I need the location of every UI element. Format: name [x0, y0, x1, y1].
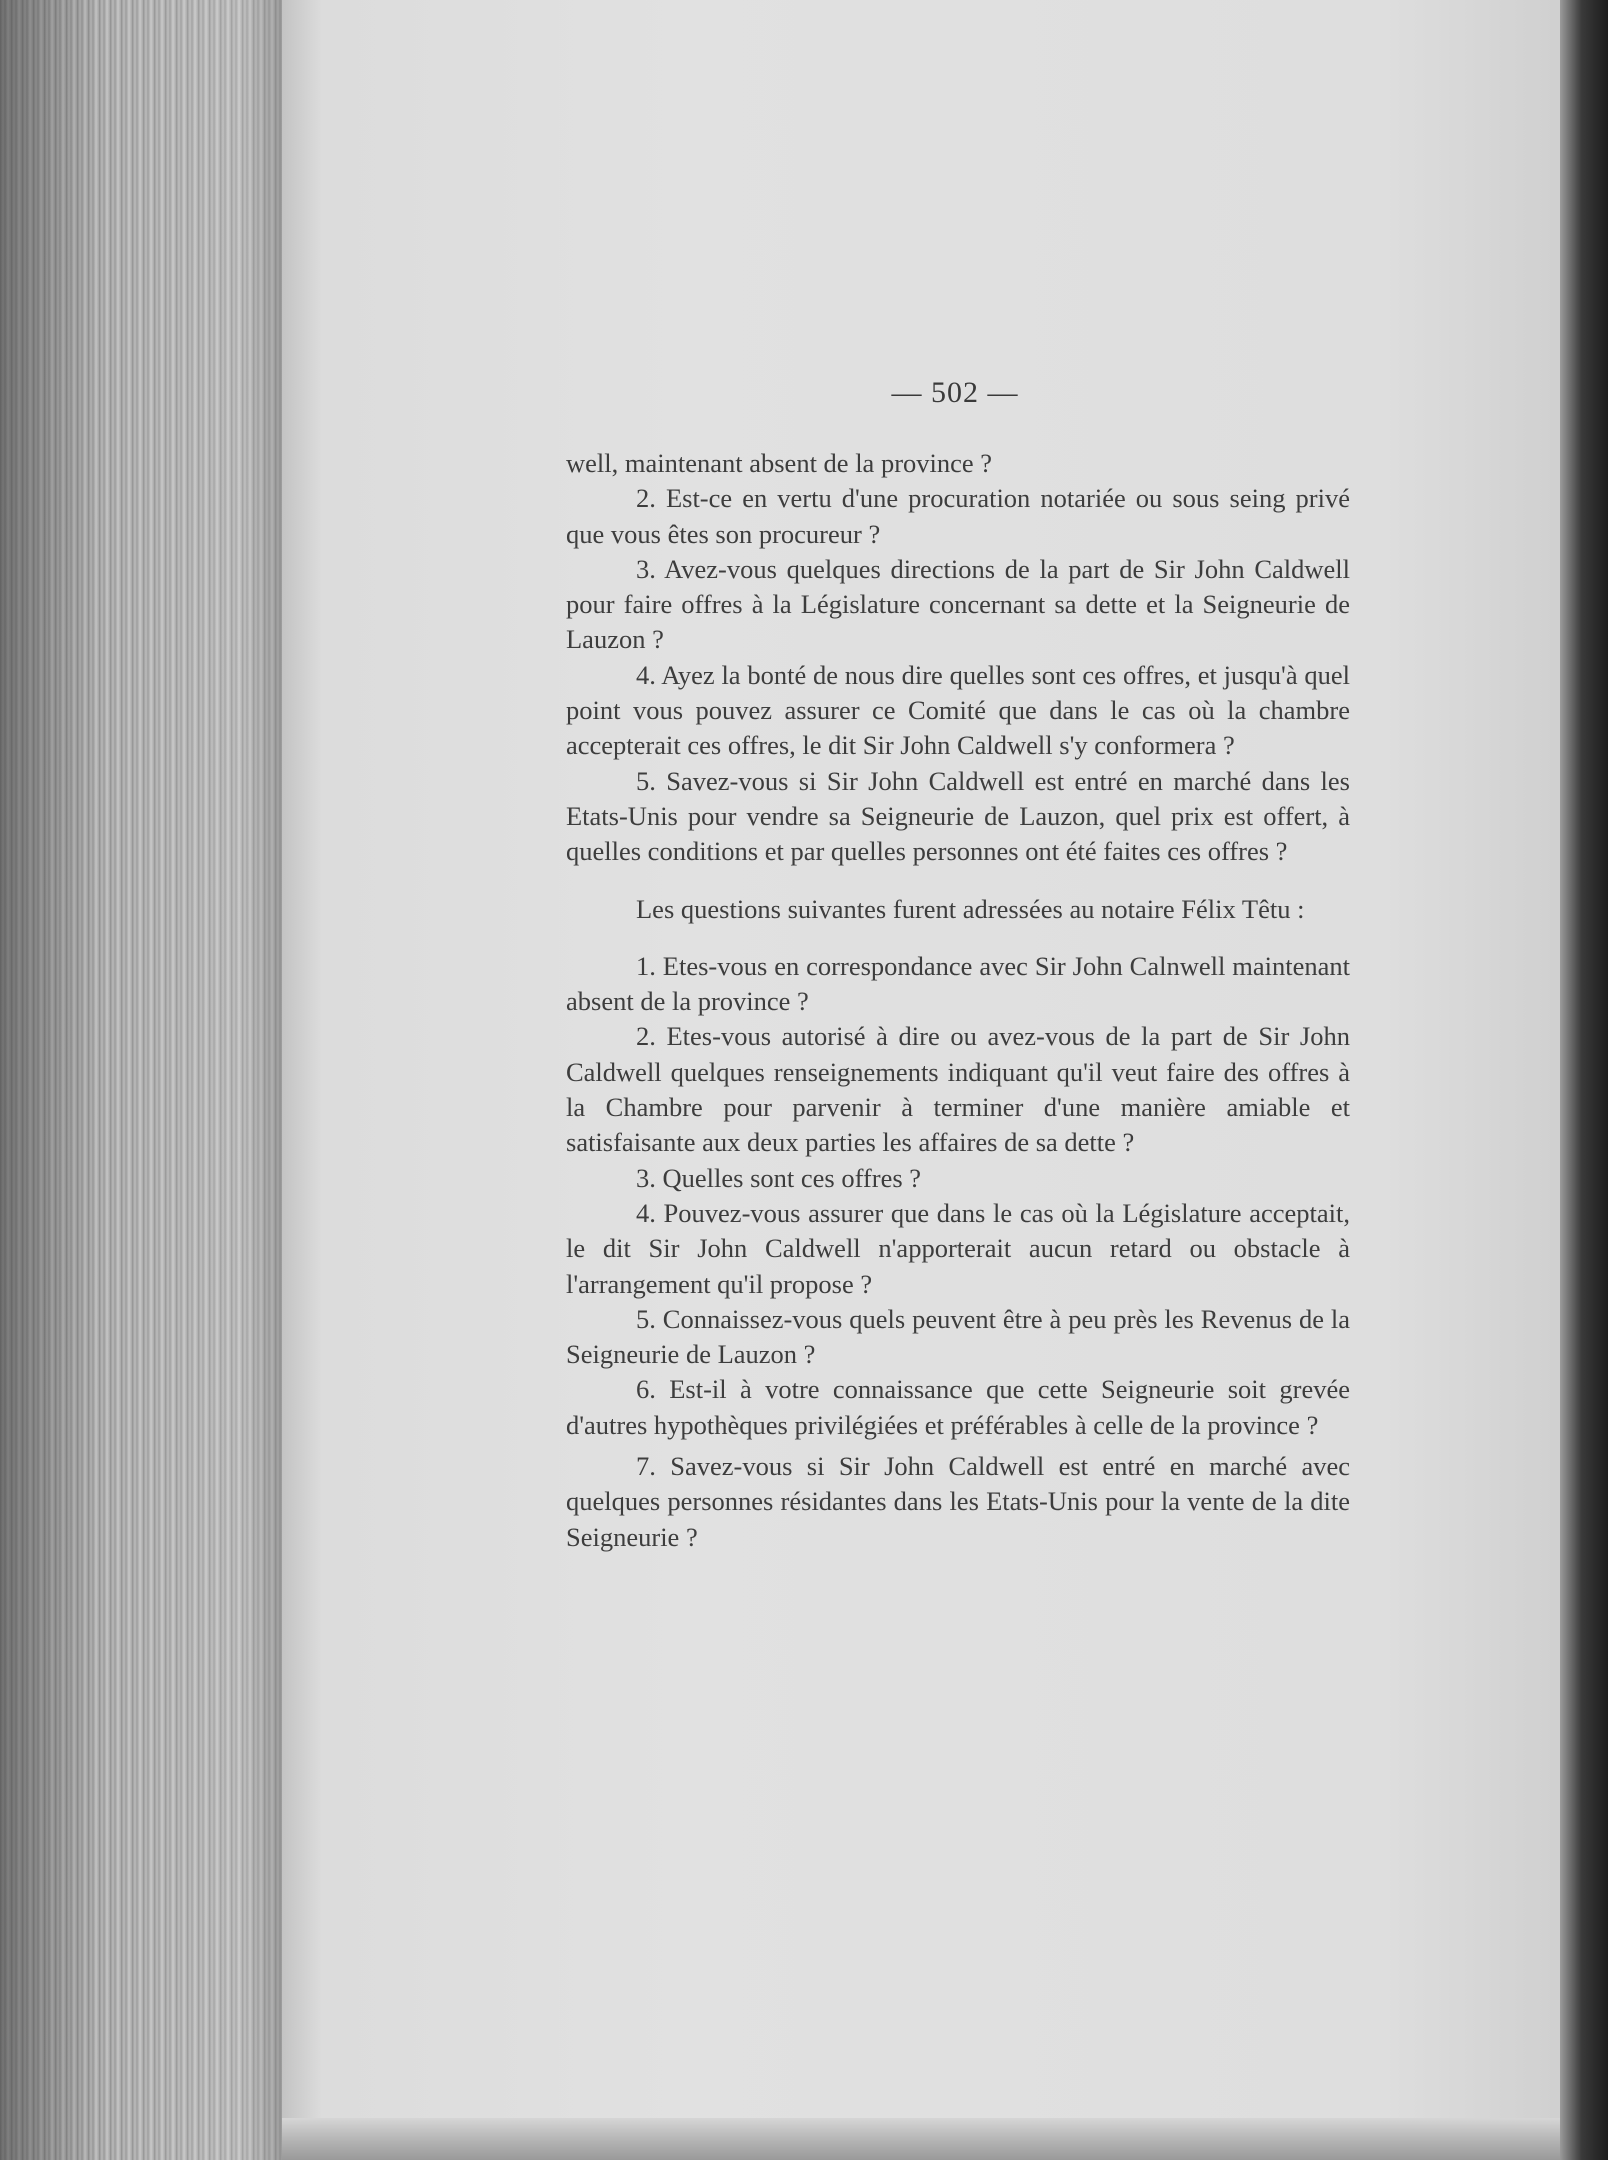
binding-shadow — [1560, 0, 1608, 2160]
notary-question-4: 4. Pouvez-vous assurer que dans le cas où la Législature acceptait, le dit Sir John Caldwell n'apporterait aucun retard ou obstacle à l'arrangement qu'il propose ? — [566, 1197, 1350, 1299]
question-5: 5. Savez-vous si Sir John Caldwell est entré en marché dans les Etats-Unis pour vendre sa Seigneurie de Lauzon, quel prix est offert, à quelles conditions et par quelles personnes ont été faites ces offres ? — [566, 765, 1350, 867]
book-page-edges — [0, 0, 285, 2160]
notary-question-5: 5. Connaissez-vous quels peuvent être à peu près les Revenus de la Seigneurie de Lauzon ? — [566, 1303, 1350, 1370]
page-number: — 502 — — [891, 376, 1019, 409]
notary-question-7: 7. Savez-vous si Sir John Caldwell est entré en marché avec quelques personnes résidantes dans les Etats-Unis pour la vente de la dite Seigneurie ? — [566, 1451, 1350, 1552]
question-3: 3. Avez-vous quelques directions de la part de Sir John Caldwell pour faire offres à la Législature concernant sa dette et la Seigneurie de Lauzon ? — [566, 553, 1350, 655]
notary-question-6: 6. Est-il à votre connaissance que cette Seigneurie soit grevée d'autres hypothèques privilégiées et préférables à celle de la province ? — [566, 1374, 1350, 1440]
notary-question-3: 3. Quelles sont ces offres ? — [636, 1162, 922, 1193]
question-4: 4. Ayez la bonté de nous dire quelles sont ces offres, et jusqu'à quel point vous pouvez assurer ce Comité que dans le cas où la chambre accepterait ces offres, le dit Sir John Caldwell s'y conformera ? — [566, 659, 1350, 761]
paragraph-continuation: well, maintenant absent de la province ? — [566, 448, 993, 478]
question-2: 2. Est-ce en vertu d'une procuration notariée ou sous seing privé que vous êtes son procureur ? — [566, 483, 1350, 549]
page-body — [566, 446, 1350, 1555]
intro-paragraph: Les questions suivantes furent adressées au notaire Félix Têtu : — [636, 893, 1305, 924]
notary-question-1: 1. Etes-vous en correspondance avec Sir John Calnwell maintenant absent de la province ? — [566, 950, 1350, 1017]
page-bottom-edge — [282, 2118, 1570, 2160]
notary-question-2: 2. Etes-vous autorisé à dire ou avez-vous de la part de Sir John Caldwell quelques renseignements indiquant qu'il veut faire des offres à la Chambre pour parvenir à terminer d'une manière amiable et satisfaisante aux deux parties les affaires de sa dette ? — [566, 1021, 1350, 1158]
